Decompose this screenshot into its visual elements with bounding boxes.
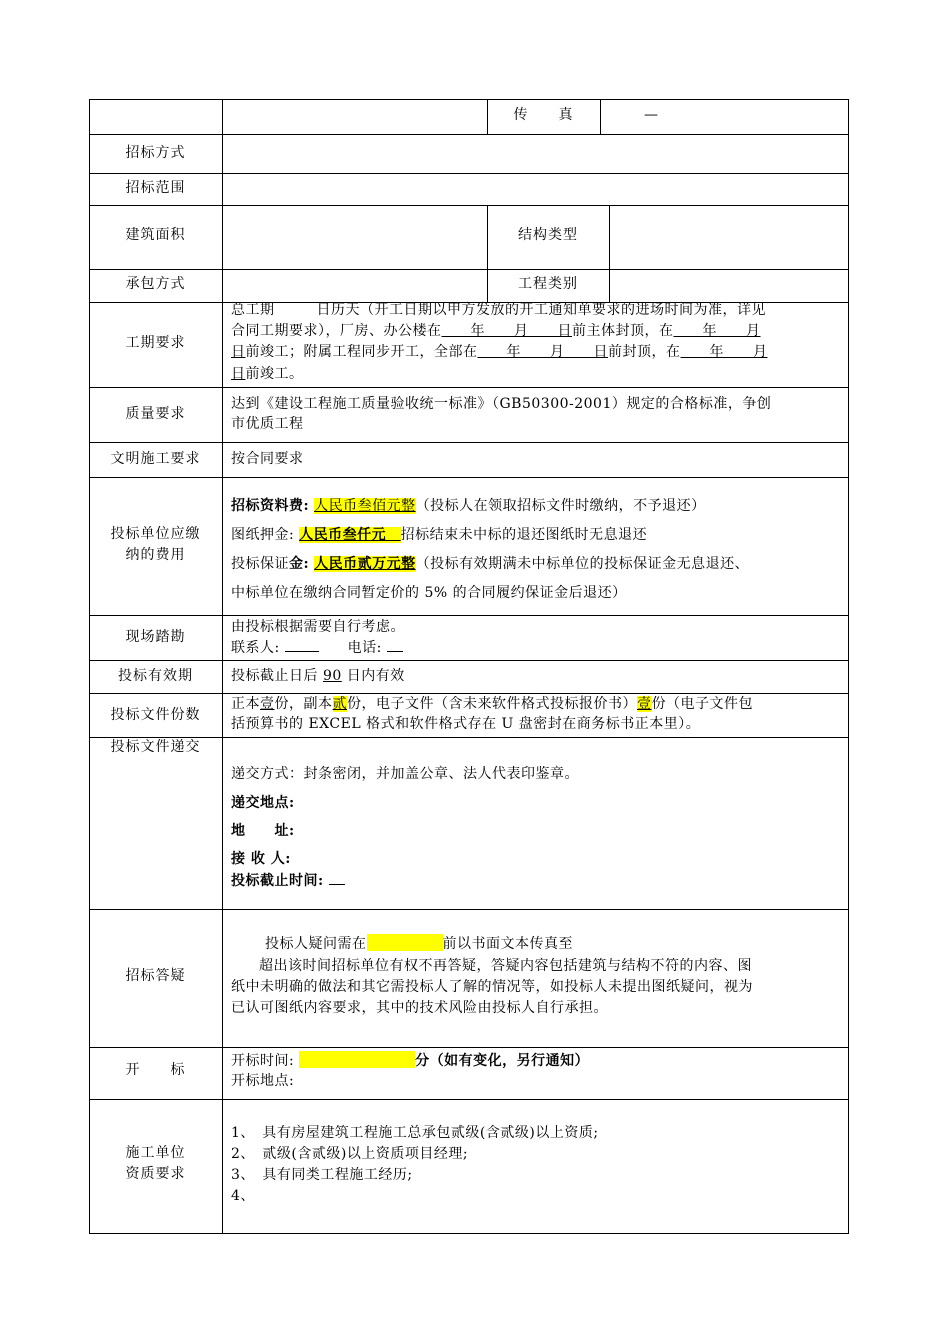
copies-line2: 括预算书的 EXCEL 格式和软件格式存在 U 盘密封在商务标书正本里）。 bbox=[231, 716, 701, 732]
qa-line4: 已认可图纸内容要求，其中的技术风险由投标人自行承担。 bbox=[231, 1000, 608, 1016]
rule bbox=[89, 442, 849, 443]
label-bid-scope: 招标范围 bbox=[125, 180, 186, 196]
rule bbox=[609, 205, 610, 302]
label-validity: 投标有效期 bbox=[118, 668, 193, 684]
label-project-category: 工程类别 bbox=[518, 276, 578, 292]
rule bbox=[89, 269, 849, 270]
label-qualification-line2: 资质要求 bbox=[125, 1166, 186, 1182]
label-schedule: 工期要求 bbox=[125, 335, 186, 351]
rule bbox=[89, 660, 849, 661]
opening-time-highlight bbox=[299, 1051, 415, 1068]
label-structure-type: 结构类型 bbox=[518, 227, 578, 243]
site-visit-contact: 联系人: 电话: bbox=[231, 637, 403, 658]
fee-bid-bond-note: 中标单位在缴纳合同暂定价的 5% 的合同履约保证金后退还） bbox=[231, 585, 627, 601]
qualification-item-3: 3、 具有同类工程施工经历; bbox=[231, 1167, 413, 1183]
label-contract-method: 承包方式 bbox=[125, 276, 186, 292]
schedule-line1: 总工期 日历天（开工日期以甲方发放的开工通知单要求的进场时间为准，详见 bbox=[231, 302, 766, 318]
rule bbox=[89, 387, 849, 388]
opening-place: 开标地点: bbox=[231, 1073, 295, 1089]
rule bbox=[89, 205, 849, 206]
copies-line1: 正本壹份，副本贰份，电子文件（含未来软件格式投标报价书）壹份（电子文件包 bbox=[231, 696, 753, 712]
rule bbox=[848, 99, 849, 1234]
civil-text: 按合同要求 bbox=[231, 451, 304, 467]
rule bbox=[89, 615, 849, 616]
label-fees-line2: 纳的费用 bbox=[125, 547, 186, 563]
quality-line1: 达到《建设工程施工质量验收统一标准》（GB50300-2001）规定的合格标准，争创 bbox=[231, 396, 772, 412]
fee-drawing-deposit: 图纸押金: 人民币叁仟元 招标结束未中标的退还图纸时无息退还 bbox=[231, 527, 648, 543]
fee-bid-bond: 投标保证金: 人民币贰万元整（投标有效期满未中标单位的投标保证金无息退还、 bbox=[231, 556, 750, 572]
qualification-item-1: 1、 具有房屋建筑工程施工总承包贰级(含贰级)以上资质; bbox=[231, 1125, 599, 1141]
rule bbox=[89, 134, 849, 135]
qualification-item-2: 2、 贰级(含贰级)以上资质项目经理; bbox=[231, 1146, 469, 1162]
label-qa: 招标答疑 bbox=[125, 968, 186, 984]
qa-deadline-highlight bbox=[367, 934, 443, 951]
rule bbox=[89, 477, 849, 478]
submission-method: 递交方式：封条密闭，并加盖公章、法人代表印鉴章。 bbox=[231, 766, 579, 782]
label-copies: 投标文件份数 bbox=[110, 707, 201, 723]
rule bbox=[89, 173, 849, 174]
submission-address: 地 址: bbox=[231, 823, 295, 839]
fax-value: — bbox=[644, 107, 659, 123]
label-bid-method: 招标方式 bbox=[125, 145, 186, 161]
rule bbox=[222, 99, 223, 1234]
label-civilized-construction: 文明施工要求 bbox=[110, 451, 201, 467]
quality-line2: 市优质工程 bbox=[231, 416, 304, 432]
fax-label: 传 真 bbox=[513, 107, 574, 123]
rule bbox=[600, 99, 601, 134]
schedule-line2: 合同工期要求），厂房、办公楼在 年 月 日前主体封顶，在 年 月 bbox=[231, 323, 761, 339]
label-quality: 质量要求 bbox=[125, 406, 186, 422]
schedule-line3: 日前竣工；附属工程同步开工，全部在 年 月 日前封顶，在 年 月 bbox=[231, 344, 768, 360]
label-site-visit: 现场踏勘 bbox=[125, 629, 186, 645]
submission-deadline: 投标截止时间: bbox=[231, 870, 345, 891]
qa-line1: 投标人疑问需在 前以书面文本传真至 bbox=[265, 936, 573, 952]
rule bbox=[89, 99, 849, 100]
label-opening: 开 标 bbox=[125, 1062, 186, 1078]
site-visit-text: 由投标根据需要自行考虑。 bbox=[231, 619, 405, 635]
label-submission: 投标文件递交 bbox=[110, 739, 201, 755]
schedule-line4: 日前竣工。 bbox=[231, 366, 304, 382]
rule bbox=[89, 909, 849, 910]
qa-line2: 超出该时间招标单位有权不再答疑，答疑内容包括建筑与结构不符的内容、图 bbox=[259, 958, 752, 974]
label-building-area: 建筑面积 bbox=[125, 227, 186, 243]
opening-time: 开标时间: 分（如有变化，另行通知） bbox=[231, 1053, 590, 1069]
qualification-item-4: 4、 bbox=[231, 1188, 255, 1204]
rule bbox=[89, 1099, 849, 1100]
submission-receiver: 接 收 人: bbox=[231, 851, 291, 867]
rule bbox=[89, 1233, 849, 1234]
submission-place: 递交地点: bbox=[231, 795, 295, 811]
label-qualification-line1: 施工单位 bbox=[125, 1145, 186, 1161]
validity-text: 投标截止日后 90 日内有效 bbox=[231, 668, 405, 684]
fee-documents: 招标资料费: 人民币叁佰元整（投标人在领取招标文件时缴纳，不予退还） bbox=[231, 498, 706, 514]
qa-line3: 纸中未明确的做法和其它需投标人了解的情况等，如投标人未提出图纸疑问，视为 bbox=[231, 979, 753, 995]
label-fees-line1: 投标单位应缴 bbox=[110, 526, 201, 542]
tender-form-table bbox=[89, 99, 849, 1234]
rule bbox=[89, 1047, 849, 1048]
